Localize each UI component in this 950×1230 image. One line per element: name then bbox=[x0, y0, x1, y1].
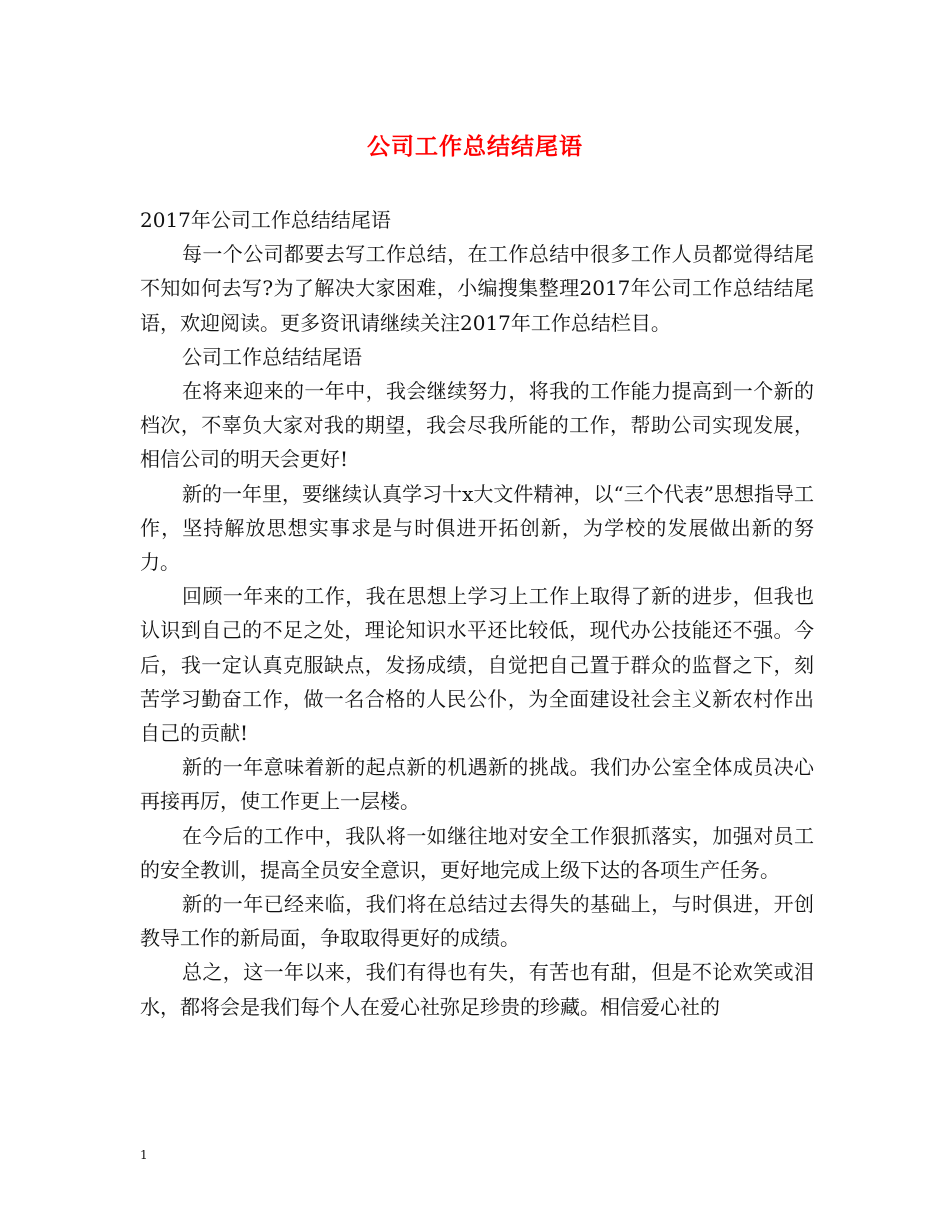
page-number: 1 bbox=[140, 1148, 148, 1162]
paragraph: 每一个公司都要去写工作总结，在工作总结中很多工作人员都觉得结尾不知如何去写?为了解决大家困难，小编搜集整理2017年公司工作总结结尾语，欢迎阅读。更多资讯请继续关注2017年工作总结栏目。 bbox=[140, 242, 814, 335]
paragraph: 新的一年已经来临，我们将在总结过去得失的基础上，与时俱进，开创教导工作的新局面，争取取得更好的成绩。 bbox=[140, 892, 814, 951]
document-title: 公司工作总结结尾语 bbox=[367, 133, 583, 160]
document-body bbox=[140, 203, 814, 1024]
paragraph: 总之，这一年以来，我们有得也有失，有苦也有甜，但是不论欢笑或泪水，都将会是我们每个人在爱心社弥足珍贵的珍藏。相信爱心社的 bbox=[140, 960, 814, 1019]
subtitle-line: 2017年公司工作总结结尾语 bbox=[140, 208, 391, 232]
paragraph: 在今后的工作中，我队将一如继往地对安全工作狠抓落实，加强对员工的安全教训，提高全员安全意识，更好地完成上级下达的各项生产任务。 bbox=[140, 823, 814, 882]
paragraph: 在将来迎来的一年中，我会继续努力，将我的工作能力提高到一个新的档次，不辜负大家对我的期望，我会尽我所能的工作，帮助公司实现发展，相信公司的明天会更好! bbox=[140, 379, 814, 472]
paragraph: 回顾一年来的工作，我在思想上学习上工作上取得了新的进步，但我也认识到自己的不足之处，理论知识水平还比较低，现代办公技能还不强。今后，我一定认真克服缺点，发扬成绩，自觉把自己置于群众的监督之下，刻苦学习勤奋工作，做一名合格的人民公仆，为全面建设社会主义新农村作出自己的贡献! bbox=[140, 584, 814, 746]
paragraph: 新的一年意味着新的起点新的机遇新的挑战。我们办公室全体成员决心再接再厉，使工作更上一层楼。 bbox=[140, 755, 814, 814]
section-heading: 公司工作总结结尾语 bbox=[182, 344, 362, 369]
paragraph: 新的一年里，要继续认真学习十x大文件精神，以“三个代表”思想指导工作，坚持解放思想实事求是与时俱进开拓创新，为学校的发展做出新的努力。 bbox=[140, 481, 814, 575]
